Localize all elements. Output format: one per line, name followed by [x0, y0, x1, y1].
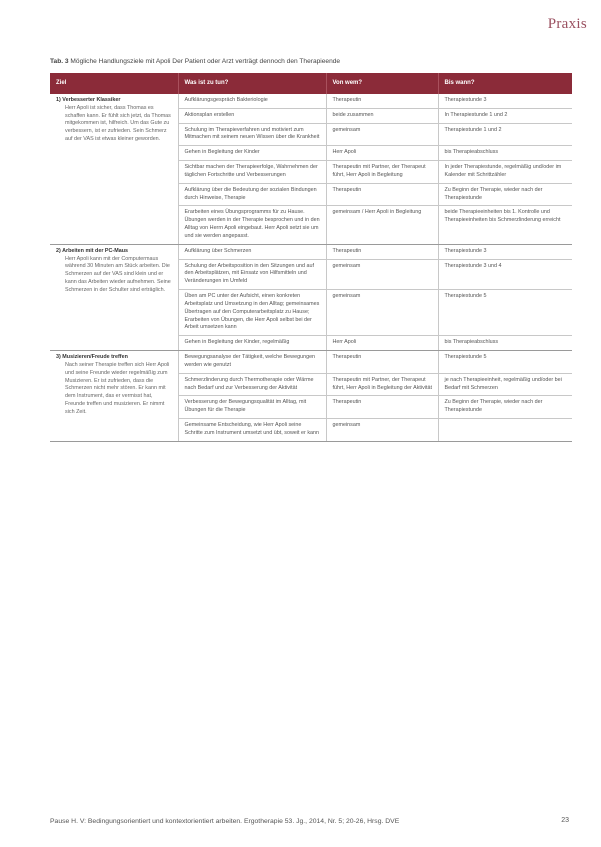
action-cell: Aufklärung über die Bedeutung der sozialen Bindungen durch Hinweise, Therapie	[178, 183, 326, 206]
deadline-cell	[438, 419, 572, 442]
footer-citation: Pause H. V: Bedingungsorientiert und kontextorientiert arbeiten. Ergotherapie 53. Jg., 2014, Nr. 5; 20-26, Hrsg. DVE	[50, 818, 400, 825]
goal-cell	[50, 351, 178, 442]
caption-label: Tab. 3	[50, 58, 69, 65]
goal-title: 2) Arbeiten mit der PC-Maus	[56, 247, 128, 254]
deadline-cell: Therapiestunde 3	[438, 244, 572, 259]
deadline-cell: Zu Beginn der Therapie, wieder nach der Therapiestunde	[438, 396, 572, 419]
goal-title: 3) Musizieren/Freude treffen	[56, 354, 128, 361]
table-body	[50, 94, 572, 441]
deadline-cell: In Therapiestunde 1 und 2	[438, 108, 572, 123]
action-cell: Sichtbar machen der Therapieerfolge, Wahrnehmen der täglichen Fortschritte und Verbesserungen	[178, 161, 326, 184]
deadline-cell: Therapiestunde 5	[438, 351, 572, 374]
responsible-cell: Herr Apoli	[326, 146, 438, 161]
responsible-cell: beide zusammen	[326, 108, 438, 123]
responsible-cell: Therapeutin mit Partner, der Therapeut führt, Herr Apoli in Begleitung	[326, 161, 438, 184]
caption-text: Mögliche Handlungsziele mit Apoli Der Patient oder Arzt verträgt dennoch den Therapieende	[70, 58, 341, 65]
deadline-cell: Therapiestunde 5	[438, 290, 572, 336]
table-caption	[50, 58, 570, 65]
header-what: Was ist zu tun?	[178, 73, 326, 94]
responsible-cell: gemeinsam	[326, 259, 438, 289]
deadline-cell: Therapiestunde 1 und 2	[438, 123, 572, 146]
action-cell: Gemeinsame Entscheidung, wie Herr Apoli seine Schritte zum Instrument umsetzt und übt, soweit er kann	[178, 419, 326, 442]
table-header-row	[50, 73, 572, 94]
header-when: Bis wann?	[438, 73, 572, 94]
action-cell: Aufklärungsgespräch Bakteriologie	[178, 94, 326, 108]
deadline-cell: In jeder Therapiestunde, regelmäßig und/oder im Kalender mit Schrittzähler	[438, 161, 572, 184]
header-goal: Ziel	[50, 73, 178, 94]
deadline-cell: Therapiestunde 3	[438, 94, 572, 108]
responsible-cell: Therapeutin	[326, 244, 438, 259]
deadline-cell: beide Therapieeinheiten bis 1. Kontrolle und Therapieeinheiten bis Schmerzlinderung erreicht	[438, 206, 572, 244]
goal-description: Herr Apoli kann mit der Computermaus während 30 Minuten am Stück arbeiten. Die Schmerzen auf der VAS sind klein und er kann das Arbeiten wieder aufnehmen. Seine Schmerzen in der Schulter sind erträglich.	[65, 255, 171, 293]
action-cell: Verbesserung der Bewegungsqualität im Alltag, mit Übungen für die Therapie	[178, 396, 326, 419]
responsible-cell: gemeinsam	[326, 419, 438, 442]
responsible-cell: Therapeutin	[326, 183, 438, 206]
action-cell: Üben am PC unter der Aufsicht, einen konkreten Arbeitsplatz und Umsetzung in den Alltag; gemeinsames Übertragen auf den Computerarbeitsplatz zu Hause; Erarbeiten von Übungen, die Herr Apoli selbst bei der Arbeit umsetzen kann	[178, 290, 326, 336]
goal-title: 1) Verbesserter Klassiker	[56, 97, 121, 103]
responsible-cell: gemeinsam / Herr Apoli in Begleitung	[326, 206, 438, 244]
goal-description: Herr Apoli ist sicher, dass Thomas es schaffen kann. Er fühlt sich jetzt, da Thomas mitgekommen ist, hilfreich. Um das Gute zu verbessern, ist er zufrieden. Sein Schmerz auf der VAS ist etwas kleiner geworden.	[65, 104, 171, 143]
responsible-cell: gemeinsam	[326, 290, 438, 336]
page-header	[0, 0, 601, 40]
action-cell: Gehen in Begleitung der Kinder	[178, 146, 326, 161]
responsible-cell: Therapeutin	[326, 351, 438, 374]
responsible-cell: Herr Apoli	[326, 336, 438, 351]
action-cell: Aufklärung über Schmerzen	[178, 244, 326, 259]
action-cell: Schulung der Arbeitsposition in den Sitzungen und auf den Arbeitsplätzen, mit Einsatz von Hilfsmitteln und Veränderungen im Umfeld	[178, 259, 326, 289]
deadline-cell: Zu Beginn der Therapie, wieder nach der Therapiestunde	[438, 183, 572, 206]
table-row	[50, 244, 572, 259]
action-cell: Aktionsplan erstellen	[178, 108, 326, 123]
responsible-cell: gemeinsam	[326, 123, 438, 146]
action-cell: Gehen in Begleitung der Kinder, regelmäßig	[178, 336, 326, 351]
action-cell: Bewegungsanalyse der Tätigkeit, welche Bewegungen werden wie genutzt	[178, 351, 326, 374]
goal-cell	[50, 244, 178, 350]
responsible-cell: Therapeutin	[326, 94, 438, 108]
deadline-cell: bis Therapieabschluss	[438, 146, 572, 161]
goal-description: Nach seiner Therapie treffen sich Herr Apoli und seine Freunde wieder regelmäßig zum Musizieren. Er ist zufrieden, dass die Schmerzen nicht mehr stören. Er kann mit dem Instrument, das er vermisst hat, Freunde treffen und musizieren. Er nimmt sich Zeit.	[65, 361, 170, 415]
responsible-cell: Therapeutin mit Partner, der Therapeut führt, Herr Apoli in Begleitung der Aktivität	[326, 373, 438, 396]
deadline-cell: je nach Therapieeinheit, regelmäßig und/oder bei Bedarf mit Schmerzen	[438, 373, 572, 396]
responsible-cell: Therapeutin	[326, 396, 438, 419]
header-who: Von wem?	[326, 73, 438, 94]
section-title: Praxis	[547, 16, 587, 32]
goals-table	[50, 73, 572, 442]
table-row	[50, 351, 572, 374]
action-cell: Schmerzlinderung durch Thermotherapie oder Wärme nach Bedarf und zur Verbesserung der Aktivität	[178, 373, 326, 396]
action-cell: Erarbeiten eines Übungsprogramms für zu Hause. Übungen werden in der Therapie besprochen und in den Alltag von Herrn Apoli eingebaut. Herr Apoli setzt sie um und sie werden angepasst.	[178, 206, 326, 244]
table-row	[50, 94, 572, 108]
page-number: 23	[561, 817, 569, 824]
deadline-cell: bis Therapieabschluss	[438, 336, 572, 351]
deadline-cell: Therapiestunde 3 und 4	[438, 259, 572, 289]
goal-cell	[50, 94, 178, 244]
action-cell: Schulung im Therapieverfahren und motiviert zum Mitmachen mit seinem neuen Wissen über die Krankheit	[178, 123, 326, 146]
